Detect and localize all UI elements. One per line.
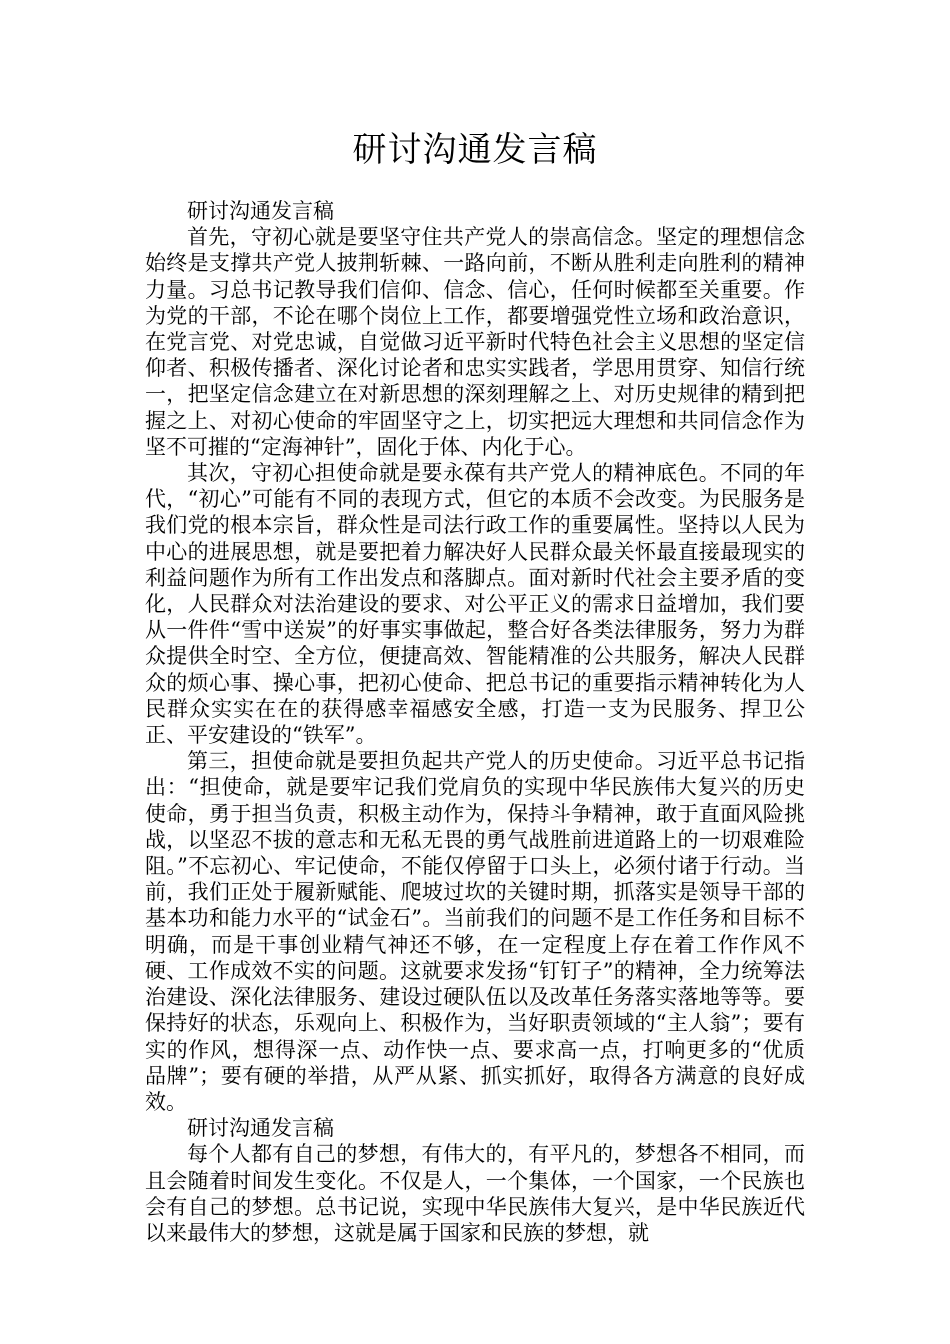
document-title: 研讨沟通发言稿	[352, 130, 598, 170]
paragraph-subtitle: 研讨沟通发言稿	[187, 1116, 334, 1141]
paragraph: 每个人都有自己的梦想，有伟大的，有平凡的，梦想各不相同，而且会随着时间发生变化。不仅是人，一个集体，一个国家，一个民族也会有自己的梦想。总书记说，实现中华民族伟大复兴，是中华民族近代以来最伟大的梦想，这就是属于国家和民族的梦想，就	[145, 1142, 805, 1245]
document-body	[145, 198, 805, 1246]
paragraph-subtitle: 研讨沟通发言稿	[187, 199, 334, 223]
paragraph: 其次，守初心担使命就是要永葆有共产党人的精神底色。不同的年代，“初心”可能有不同的表现方式，但它的本质不会改变。为民服务是我们党的根本宗旨，群众性是司法行政工作的重要属性。坚持以人民为中心的进展思想，就是要把着力解决好人民群众最关怀最直接最现实的利益问题作为所有工作出发点和落脚点。面对新时代社会主要矛盾的变化，人民群众对法治建设的要求、对公平正义的需求日益增加，我们要从一件件“雪中送炭”的好事实事做起，整合好各类法律服务，努力为群众提供全时空、全方位，便捷高效、智能精准的公共服务，解决人民群众的烦心事、操心事，把初心使命、把总书记的重要指示精神转化为人民群众实实在在的获得感幸福感安全感，打造一支为民服务、捍卫公正、平安建设的“铁军”。	[145, 461, 805, 748]
document-page	[145, 0, 805, 1344]
paragraph: 首先，守初心就是要坚守住共产党人的崇高信念。坚定的理想信念始终是支撑共产党人披荆斩棘、一路向前，不断从胜利走向胜利的精神力量。习总书记教导我们信仰、信念、信心，任何时候都至关重要。作为党的干部，不论在哪个岗位上工作，都要增强党性立场和政治意识，在党言党、对党忠诚，自觉做习近平新时代特色社会主义思想的坚定信仰者、积极传播者、深化讨论者和忠实实践者，学思用贯穿、知信行统一，把坚定信念建立在对新思想的深刻理解之上、对历史规律的精到把握之上、对初心使命的牢固坚守之上，切实把远大理想和共同信念作为坚不可摧的“定海神针”，固化于体、内化于心。	[145, 225, 805, 459]
paragraph: 第三，担使命就是要担负起共产党人的历史使命。习近平总书记指出：“担使命，就是要牢记我们党肩负的实现中华民族伟大复兴的历史使命，勇于担当负责，积极主动作为，保持斗争精神，敢于直面风险挑战，以坚忍不拔的意志和无私无畏的勇气战胜前进道路上的一切艰难险阻。”不忘初心、牢记使命，不能仅停留于口头上，必须付诸于行动。当前，我们正处于履新赋能、爬坡过坎的关键时期，抓落实是领导干部的基本功和能力水平的“试金石”。当前我们的问题不是工作任务和目标不明确，而是干事创业精气神还不够，在一定程度上存在着工作作风不硬、工作成效不实的问题。这就要求发扬“钉钉子”的精神，全力统筹法治建设、深化法律服务、建设过硬队伍以及改革任务落实落地等等。要保持好的状态，乐观向上、积极作为，当好职责领域的“主人翁”；要有实的作风，想得深一点、动作快一点、要求高一点，打响更多的“优质品牌”；要有硬的举措，从严从紧、抓实抓好，取得各方满意的良好成效。	[145, 749, 805, 1114]
